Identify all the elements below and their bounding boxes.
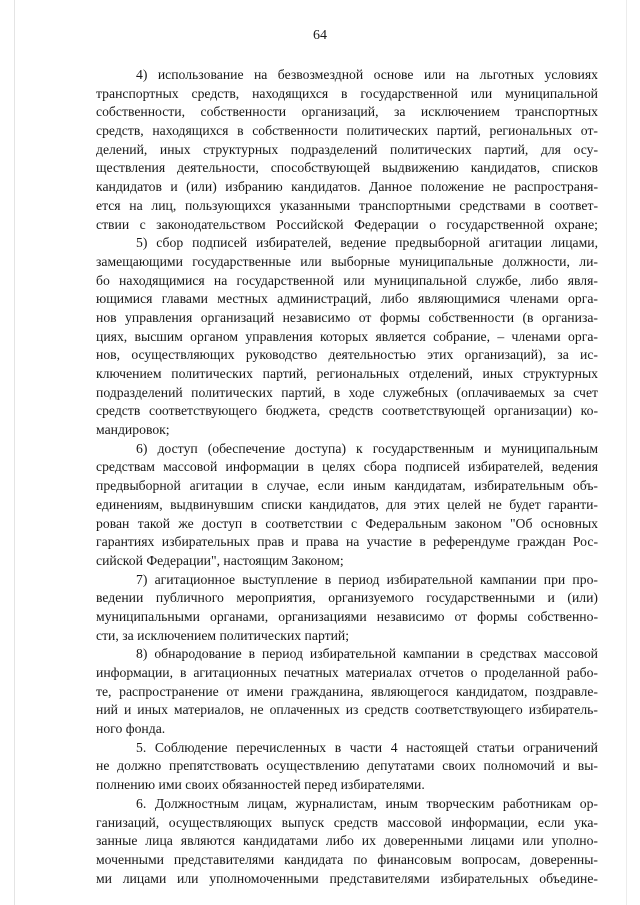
text-line: делений, иных структурных подразделений политических партий, для осу- <box>96 141 598 157</box>
page-number: 64 <box>313 28 327 43</box>
text-line: 6. Должностным лицам, журналистам, иным творческим работникам ор- <box>136 795 598 811</box>
text-line: циях, высшим органом управления которых является собрание, – членами орга- <box>96 328 598 344</box>
text-line: ганизаций, осуществляющих выпуск средств массовой информации, если ука- <box>96 814 598 830</box>
text-line: занные лица являются кандидатами либо их доверенными лицами или уполно- <box>96 833 598 849</box>
text-line: 5. Соблюдение перечисленных в части 4 настоящей статьи ограничений <box>136 739 598 755</box>
text-line: сти, за исключением политических партий; <box>96 627 350 643</box>
text-line: ного фонда. <box>96 721 166 737</box>
text-line: информации, в агитационных печатных материалах отчетов о проделанной рабо- <box>96 665 598 680</box>
paragraph-part-5 <box>96 739 598 795</box>
text-line: ведении публичного мероприятия, организуемого государственными и (или) <box>96 590 598 606</box>
text-line: ществления деятельности, способствующей выдвижению кандидатов, списков <box>96 160 598 176</box>
text-line: транспортных средств, находящихся в государственной или муниципальной <box>96 85 598 101</box>
text-line: предвыборной агитации в случае, если иным кандидатам, избирательным объ- <box>96 478 598 494</box>
paragraph-item-7 <box>96 571 598 646</box>
scan-edge-right <box>626 0 627 905</box>
text-line: нов, осуществляющих руководство деятельностью этих организаций), за ис- <box>96 347 598 363</box>
text-line: средств соответствующего бюджета, средств соответствующей организации) ко- <box>96 403 598 419</box>
text-line: мандировок; <box>96 422 170 438</box>
text-line: нов управления организаций независимо от формы собственности (в организа- <box>96 309 598 325</box>
text-line: собственности, собственности организаций, за исключением транспортных <box>96 104 598 120</box>
text-line: бо находящимися на государственной или муниципальной службе, либо явля- <box>96 272 598 288</box>
text-line: моченными представителями кандидата по финансовым вопросам, доверенны- <box>96 851 598 867</box>
text-line: 7) агитационное выступление в период избирательной кампании при про- <box>136 571 598 587</box>
paragraph-item-8 <box>96 645 598 738</box>
text-line: 8) обнародование в период избирательной кампании в средствах массовой <box>136 646 598 662</box>
text-line: ний и иных материалов, не оплаченных из средств соответствующего избиратель- <box>96 702 598 718</box>
text-line: полнению ими своих обязанностей перед избирателями. <box>96 777 425 793</box>
text-line: ется на лиц, пользующихся указанными транспортными средствами в соответ- <box>96 197 598 213</box>
text-line: единениям, выдвинувшим списки кандидатов, для этих целей не будет гаранти- <box>96 496 598 512</box>
text-line: средств, находящихся в собственности политических партий, региональных от- <box>96 123 598 139</box>
text-line: ключением политических партий, региональных отделений, иных структурных <box>96 366 598 381</box>
text-line: кандидатов и (или) избранию кандидатов. Данное положение не распространя- <box>96 179 598 195</box>
text-line: не должно препятствовать осуществлению депутатами своих полномочий и вы- <box>96 758 598 774</box>
text-line: сийской Федерации", настоящим Законом; <box>96 552 344 568</box>
text-line: те, распространение от имени гражданина, являющегося кандидатом, поздравле- <box>96 683 598 699</box>
text-line: замещающими государственные или выборные муниципальные должности, ли- <box>96 253 598 269</box>
text-line: ющимися главами местных администраций, либо являющимися членами орга- <box>96 291 598 307</box>
scan-edge-left <box>14 0 15 905</box>
text-line: рован такой же доступ в соответствии с Федеральным законом "Об основных <box>96 515 598 531</box>
text-line: средствам массовой информации в целях сбора подписей избирателей, ведения <box>96 459 598 475</box>
text-line: 6) доступ (обеспечение доступа) к государственным и муниципальным <box>136 440 598 456</box>
paragraph-item-6 <box>96 440 598 571</box>
text-line: 4) использование на безвозмездной основе или на льготных условиях <box>136 67 598 82</box>
paragraph-item-5 <box>96 234 598 440</box>
text-line: муниципальными органами, организациями независимо от формы собственно- <box>96 608 598 624</box>
text-line: ми лицами или уполномоченными представителями избирательных объедине- <box>96 870 598 886</box>
paragraph-item-4 <box>96 66 598 234</box>
document-body <box>96 66 598 888</box>
text-line: ствии с законодательством Российской Федерации о государственной охране; <box>96 216 598 232</box>
text-line: подразделений политических партий, в ходе служебных (оплачиваемых за счет <box>96 384 598 400</box>
text-line: гарантиях избирательных прав и права на участие в референдуме граждан Рос- <box>96 534 598 550</box>
paragraph-part-6 <box>96 795 598 888</box>
text-line: 5) сбор подписей избирателей, ведение предвыборной агитации лицами, <box>136 235 598 251</box>
